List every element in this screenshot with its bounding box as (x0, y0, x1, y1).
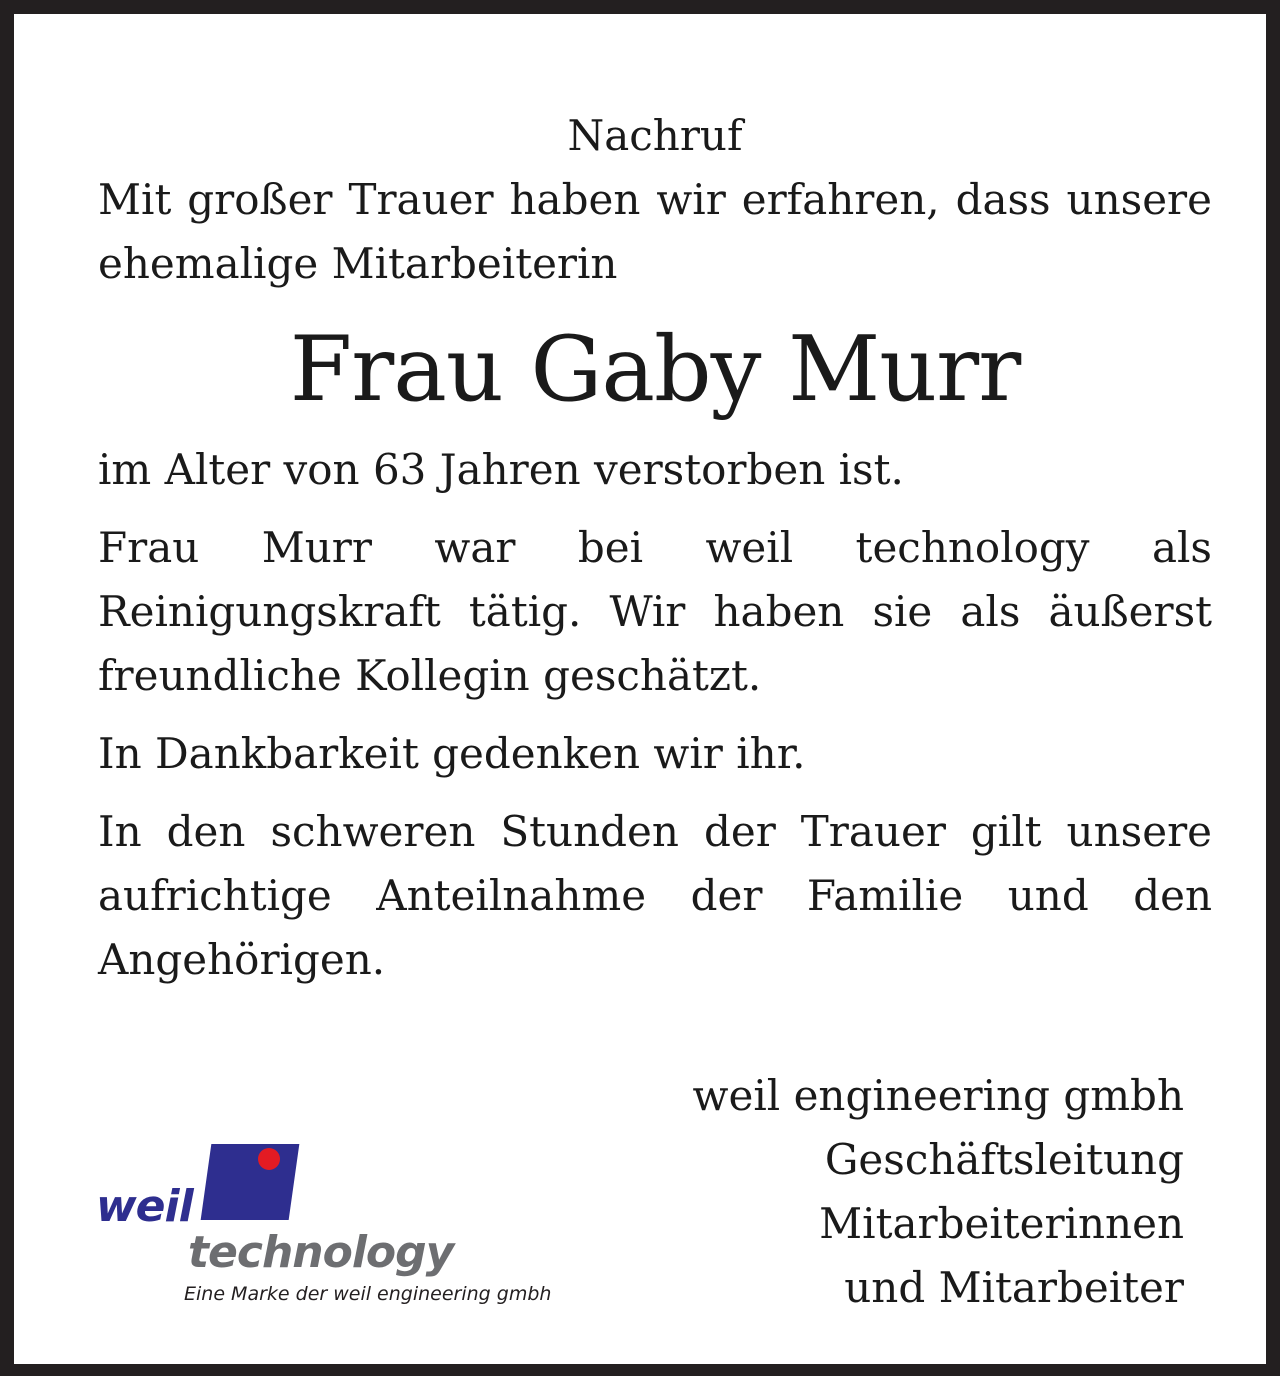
weil-technology-logo (96, 1144, 576, 1314)
paragraph-condolence: In den schweren Stunden der Trauer gilt unsere aufrichtige Anteilnahme der Familie und den Angehörigen. (98, 807, 1212, 984)
age-line: im Alter von 63 Jahren verstorben ist. (98, 445, 904, 494)
logo-dot-icon (258, 1148, 280, 1170)
notice-body (98, 110, 1212, 992)
signature-company: weil engineering gmbh (692, 1071, 1184, 1120)
notice-heading: Nachruf (567, 111, 743, 160)
signature-employees: Mitarbeiterinnen (819, 1199, 1184, 1248)
logo-word-technology: technology (188, 1227, 454, 1278)
signature-management: Geschäftsleitung (824, 1135, 1184, 1184)
intro-text: Mit großer Trauer haben wir erfahren, dass unsere ehemalige Mitarbeiterin (98, 175, 1212, 288)
deceased-name: Frau Gaby Murr (289, 317, 1021, 422)
logo-tagline: Eine Marke der weil engineering gmbh (184, 1283, 552, 1305)
signature-block (693, 1064, 1184, 1320)
paragraph-gratitude: In Dankbarkeit gedenken wir ihr. (98, 729, 806, 778)
logo-word-weil: weil (96, 1181, 193, 1232)
signature-employees-2: und Mitarbeiter (844, 1263, 1184, 1312)
logo-square-icon (201, 1144, 300, 1220)
paragraph-role: Frau Murr war bei weil technology als Reinigungskraft tätig. Wir haben sie als äußerst freundliche Kollegin geschätzt. (98, 523, 1212, 700)
